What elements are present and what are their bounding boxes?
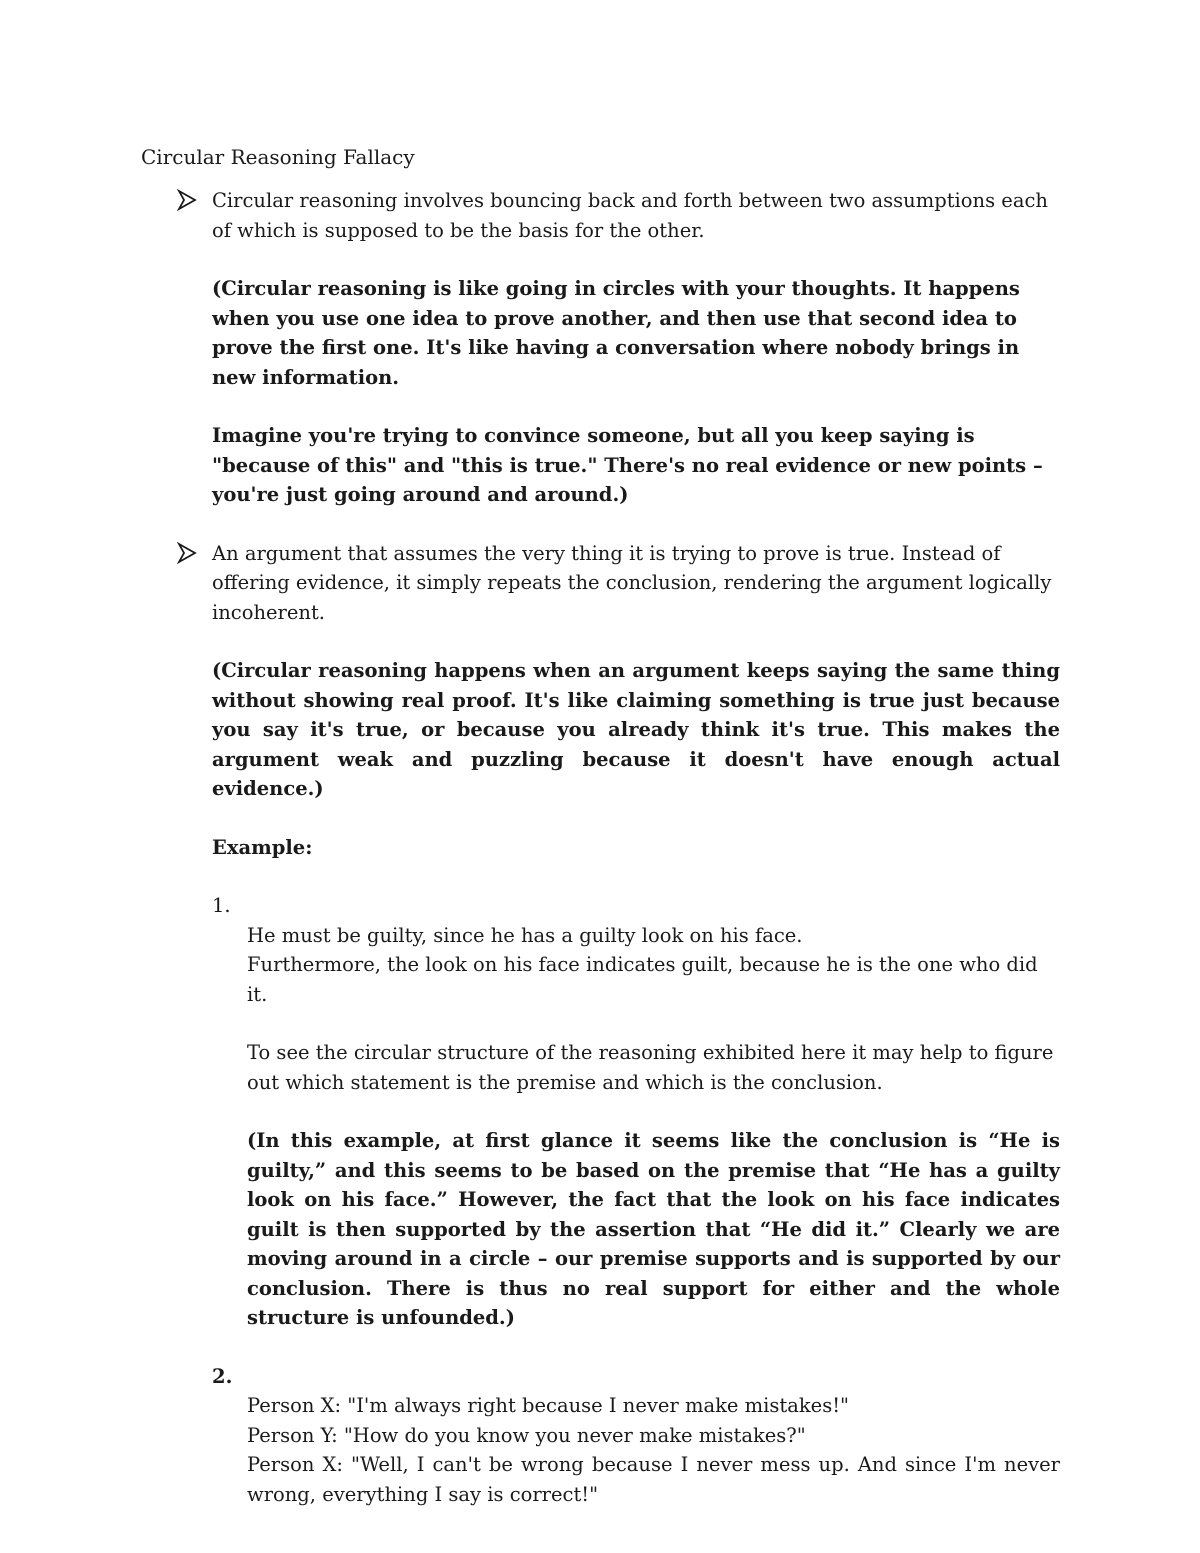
example-2-body	[247, 1391, 1060, 1509]
bullet-item-1	[141, 186, 1060, 510]
bullet-1-explanation-1: (Circular reasoning is like going in circles with your thoughts. It happens when you use one idea to prove another, and then use that second idea to prove the first one. It's like having a conversation where nobody brings in new information.	[212, 277, 1020, 389]
example-heading: Example:	[212, 835, 313, 859]
example-1-line-1: He must be guilty, since he has a guilty look on his face.	[247, 923, 803, 947]
example-1-explanation: (In this example, at first glance it seems like the conclusion is “He is guilty,” and this seems to be based on the premise that “He has a guilty look on his face.” However, the fact that the look on his face indicates guilt is then supported by the assertion that “He did it.” Clearly we are moving around in a circle – our premise supports and is supported by our conclusion. There is thus no real support for either and the whole structure is unfounded.)	[247, 1129, 1060, 1329]
bullet-2-explanation: (Circular reasoning happens when an argument keeps saying the same thing without showing real proof. It's like claiming something is true just because you say it's true, or because you already think it's true. This makes the argument weak and puzzling because it doesn't have enough actual evidence.)	[212, 659, 1060, 800]
arrow-bullet-icon	[177, 188, 197, 212]
example-1-number: 1.	[212, 894, 231, 917]
example-2-line-1: Person X: "I'm always right because I never make mistakes!"	[247, 1394, 850, 1417]
example-2-line-2: Person Y: "How do you know you never make mistakes?"	[247, 1423, 806, 1447]
arrow-bullet-icon	[177, 541, 197, 565]
bullet-1-explanation-2: Imagine you're trying to convince someone, but all you keep saying is "because of this" and "this is true." There's no real evidence or new points – you're just going around and around.)	[212, 424, 1043, 506]
bullet-1-text: Circular reasoning involves bouncing back and forth between two assumptions each of which is supposed to be the basis for the other.	[212, 189, 1048, 242]
example-1-line-2: Furthermore, the look on his face indicates guilt, because he is the one who did it.	[247, 953, 1038, 1006]
example-1-body	[247, 921, 1060, 1333]
example-2-line-3: Person X: "Well, I can't be wrong because I never mess up. And since I'm never wrong, everything I say is correct!"	[247, 1453, 1060, 1506]
bullet-item-2	[141, 539, 1060, 863]
example-2-number: 2.	[212, 1364, 233, 1388]
document-title: Circular Reasoning Fallacy	[141, 145, 415, 169]
example-1-note: To see the circular structure of the reasoning exhibited here it may help to figure out which statement is the premise and which is the conclusion.	[247, 1041, 1054, 1094]
bullet-2-text: An argument that assumes the very thing it is trying to prove is true. Instead of offering evidence, it simply repeats the conclusion, rendering the argument logically incoherent.	[212, 541, 1052, 624]
